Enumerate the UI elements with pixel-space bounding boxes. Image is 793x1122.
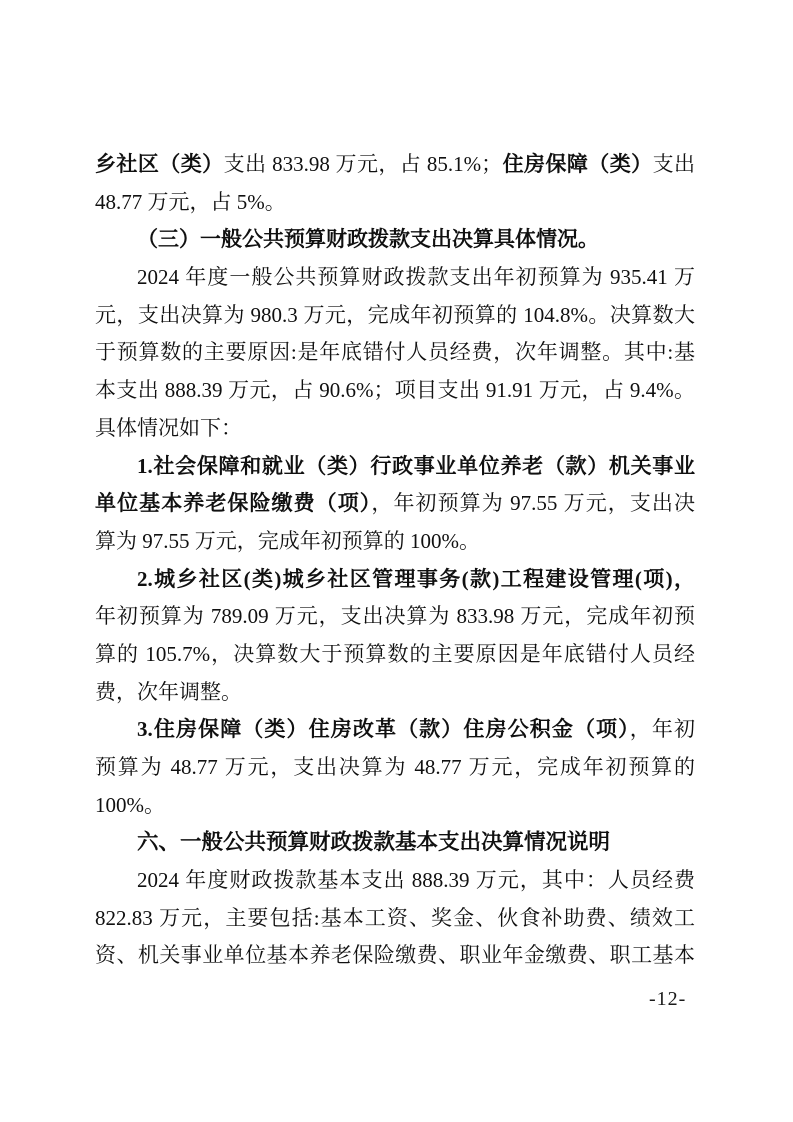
text-segment: 822.83 万元，主要包括:基本工资、奖金、伙食补助费、绩效工 xyxy=(95,905,695,930)
body-line xyxy=(95,410,695,448)
list-item-2-line xyxy=(95,561,695,599)
text-segment: 年初预算为 789.09 万元，支出决算为 833.98 万元，完成年初预 xyxy=(95,604,695,629)
body-line xyxy=(95,259,695,297)
text-segment-heading: 六、一般公共预算财政拨款基本支出决算情况说明 xyxy=(137,830,611,855)
list-item-3-line xyxy=(95,787,695,825)
body-line xyxy=(95,900,695,938)
list-item-3-line xyxy=(95,749,695,787)
page-number: -12- xyxy=(649,988,687,1010)
text-segment: 支出 xyxy=(652,152,696,176)
list-item-2-line xyxy=(95,674,695,712)
text-segment: 支出 833.98 万元，占 85.1%； xyxy=(223,152,503,176)
text-segment-bold: 3.住房保障（类）住房改革（款）住房公积金（项） xyxy=(137,717,630,742)
text-segment-bold: 乡社区（类） xyxy=(95,152,224,176)
text-segment-bold: 2.城乡社区(类)城乡社区管理事务(款)工程建设管理(项)， xyxy=(137,566,695,591)
list-item-2-line xyxy=(95,636,695,674)
text-segment: 元，支出决算为 980.3 万元，完成年初预算的 104.8%。决算数大 xyxy=(95,302,695,327)
body-line xyxy=(95,184,695,222)
text-segment: 本支出 888.39 万元，占 90.6%；项目支出 91.91 万元，占 9.4%。 xyxy=(95,378,695,403)
body-line xyxy=(95,334,695,372)
list-item-1-line xyxy=(95,448,695,486)
list-item-1-line xyxy=(95,523,695,561)
body-line xyxy=(95,146,695,184)
list-item-2-line xyxy=(95,598,695,636)
text-segment: 资、机关事业单位基本养老保险缴费、职业年金缴费、职工基本 xyxy=(95,943,695,968)
text-segment: 预算为 48.77 万元，支出决算为 48.77 万元，完成年初预算的 xyxy=(95,755,695,779)
text-segment: 48.77 万元，占 5%。 xyxy=(95,189,286,214)
text-segment: 100%。 xyxy=(95,792,165,817)
text-segment: 2024 年度财政拨款基本支出 888.39 万元，其中：人员经费 xyxy=(137,868,695,893)
section-heading-3 xyxy=(95,221,695,259)
text-segment-bold: 住房保障（类） xyxy=(502,152,653,176)
list-item-1-line xyxy=(95,485,695,523)
text-segment: 于预算数的主要原因:是年底错付人员经费，次年调整。其中:基 xyxy=(95,340,695,365)
text-segment: 算的 105.7%，决算数大于预算数的主要原因是年底错付人员经 xyxy=(95,641,695,666)
text-segment: 具体情况如下： xyxy=(95,415,242,440)
body-line xyxy=(95,297,695,335)
text-segment: 费，次年调整。 xyxy=(95,679,242,704)
text-segment: 算为 97.55 万元，完成年初预算的 100%。 xyxy=(95,528,480,553)
document-body xyxy=(95,146,695,975)
body-line xyxy=(95,862,695,900)
body-line xyxy=(95,937,695,975)
text-segment: 2024 年度一般公共预算财政拨款支出年初预算为 935.41 万 xyxy=(137,265,695,290)
text-segment-bold: （三）一般公共预算财政拨款支出决算具体情况。 xyxy=(137,227,599,252)
list-item-3-line xyxy=(95,711,695,749)
section-heading-6 xyxy=(95,824,695,862)
text-segment: ，年初预算为 97.55 万元，支出决 xyxy=(371,491,695,516)
text-segment-bold: 单位基本养老保险缴费（项） xyxy=(95,491,372,516)
body-line xyxy=(95,372,695,410)
text-segment: ，年初 xyxy=(629,717,696,742)
text-segment-bold: 1.社会保障和就业（类）行政事业单位养老（款）机关事业 xyxy=(137,453,695,478)
